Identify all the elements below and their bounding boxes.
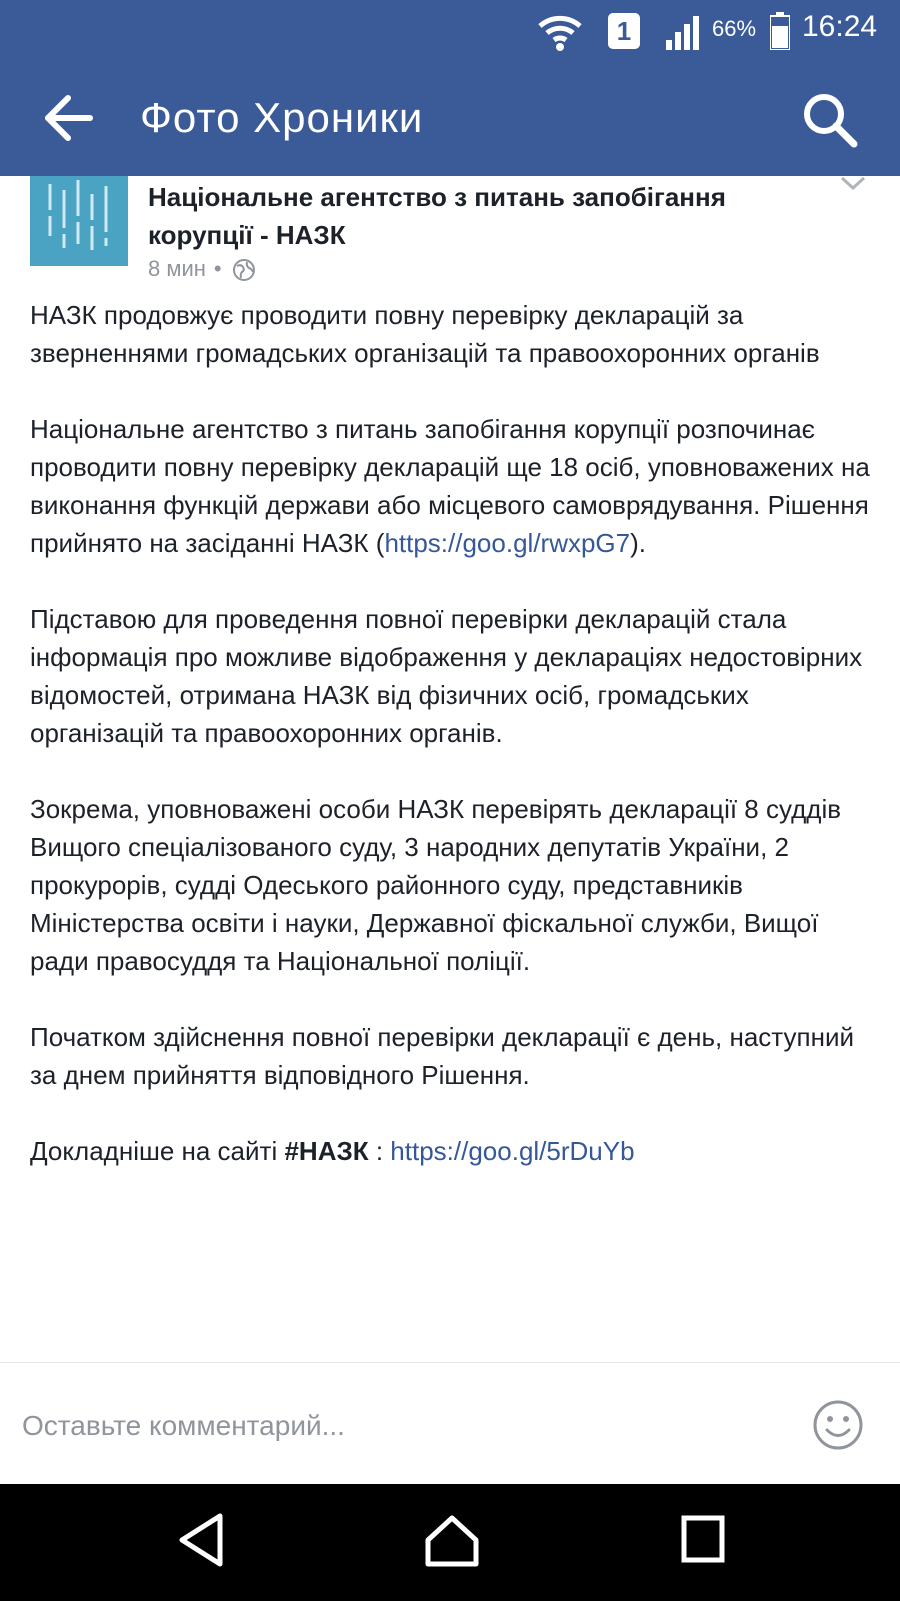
post-hashtag[interactable]: #НАЗК: [284, 1136, 369, 1166]
post-link-prefix: :: [368, 1136, 391, 1166]
nav-back-icon[interactable]: [176, 1512, 226, 1568]
battery-percent: 66%: [712, 16, 757, 41]
post-paragraph: Підставою для проведення повної перевірки декларацій стала інформація про можливе відображення у деклараціях недостовірних відомостей, отримана НАЗК від фізичних осіб, громадських організацій та правоохоронних органів.: [30, 604, 863, 748]
arrow-left-icon[interactable]: [42, 92, 94, 144]
post-meta: [148, 256, 256, 282]
battery-icon: [770, 12, 790, 50]
post-paragraph-text: Докладніше на сайті: [30, 1136, 285, 1166]
post: [0, 176, 900, 1362]
post-paragraph: Початком здійснення повної перевірки декларації є день, наступний за днем прийняття відповідного Рішення.: [30, 1022, 854, 1090]
comment-bar: [0, 1362, 900, 1485]
post-paragraph-tail: ).: [630, 528, 647, 558]
page-title: Фото Хроники: [140, 94, 424, 141]
nav-recent-icon[interactable]: [680, 1514, 726, 1564]
meta-separator: •: [213, 256, 222, 281]
post-body: [30, 296, 875, 1208]
post-paragraph: [30, 410, 875, 562]
post-paragraph: [30, 1132, 875, 1170]
post-paragraph: НАЗК продовжує проводити повну перевірку декларацій за зверненнями громадських організацій та правоохоронних органів: [30, 300, 820, 368]
chevron-down-icon[interactable]: [838, 176, 868, 192]
status-bar: [0, 0, 900, 60]
post-link[interactable]: https://goo.gl/rwxpG7: [384, 528, 631, 558]
nav-home-icon[interactable]: [424, 1512, 480, 1568]
post-time[interactable]: 8 мин: [148, 256, 206, 281]
status-clock: 16:24: [802, 10, 878, 43]
wifi-icon: [536, 12, 584, 52]
system-nav-bar: [0, 1484, 900, 1601]
logo-icon: [30, 176, 128, 266]
smiley-icon[interactable]: [812, 1399, 864, 1451]
signal-icon: [666, 12, 706, 50]
sim-icon: 1: [608, 13, 640, 49]
app-bar: [0, 60, 900, 176]
globe-icon: [232, 258, 256, 282]
page-avatar[interactable]: [30, 176, 128, 266]
post-author[interactable]: Національне агентство з питань запобігання корупції - НАЗК: [148, 182, 726, 250]
comment-input[interactable]: [20, 1403, 764, 1449]
post-link[interactable]: https://goo.gl/5rDuYb: [390, 1136, 635, 1166]
post-paragraph: Зокрема, уповноважені особи НАЗК перевірять декларації 8 суддів Вищого спеціалізованого суду, 3 народних депутатів України, 2 прокурорів, судді Одеського районного суду, представників Міністерства освіти і науки, Державної фіскальної служби, Вищої ради правосуддя та Національної поліції.: [30, 794, 842, 976]
search-icon[interactable]: [800, 90, 858, 148]
post-paragraph-text: Національне агентство з питань запобігання корупції розпочинає проводити повну перевірку декларацій ще 18 осіб, уповноважених на виконання функцій держави або місцевого самоврядування. Рішення прийнято на засіданні НАЗК (: [30, 414, 870, 558]
